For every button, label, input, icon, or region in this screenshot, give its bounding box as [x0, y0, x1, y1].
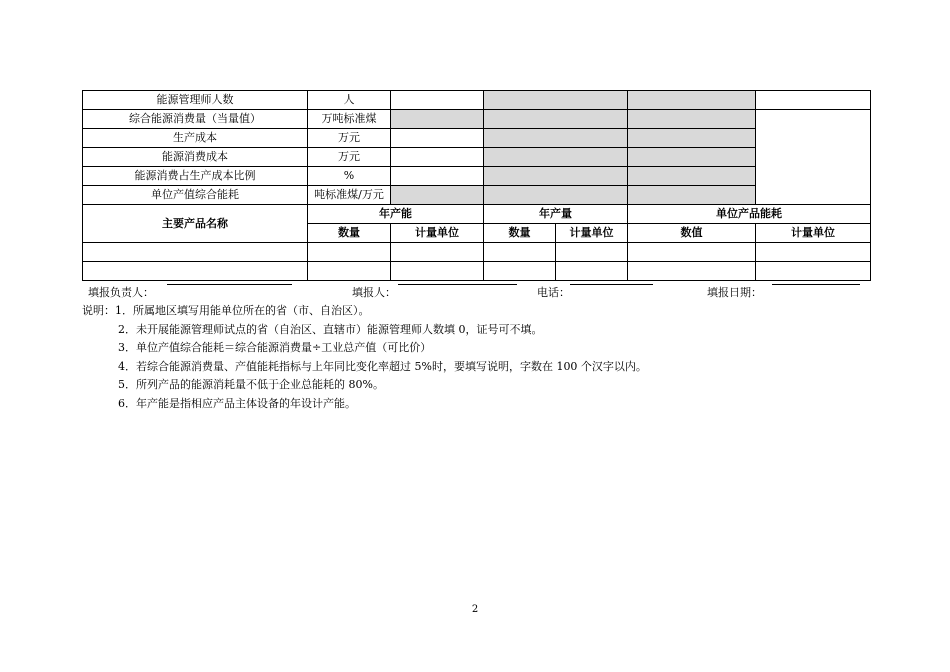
group-header-output: 年产量	[484, 205, 628, 224]
date-field[interactable]	[772, 284, 860, 285]
subheader: 计量单位	[556, 224, 628, 243]
shaded-cell	[484, 91, 628, 110]
row-unit: 人	[308, 91, 391, 110]
value-cell[interactable]	[391, 129, 484, 148]
product-cell[interactable]	[756, 262, 871, 281]
shaded-cell	[628, 110, 756, 129]
value-cell[interactable]	[756, 110, 871, 205]
filler-field[interactable]	[398, 284, 517, 285]
row-label: 能源消费占生产成本比例	[83, 167, 308, 186]
filler-label: 填报人：	[352, 286, 396, 299]
product-row	[83, 262, 871, 281]
product-cell[interactable]	[83, 262, 308, 281]
product-cell[interactable]	[756, 243, 871, 262]
subheader: 数量	[484, 224, 556, 243]
row-unit: %	[308, 167, 391, 186]
table-row	[83, 129, 871, 148]
row-label: 能源管理师人数	[83, 91, 308, 110]
row-label: 能源消费成本	[83, 148, 308, 167]
table-row	[83, 91, 871, 110]
row-label: 生产成本	[83, 129, 308, 148]
product-cell[interactable]	[556, 262, 628, 281]
note-item: 5．所列产品的能源消耗量不低于企业总能耗的 80%。	[118, 378, 384, 392]
responsible-label: 填报负责人：	[88, 286, 154, 299]
row-unit: 吨标准煤/万元	[308, 186, 391, 205]
note-item: 4．若综合能源消费量、产值能耗指标与上年同比变化率超过 5%时，要填写说明，字数在 100 个汉字以内。	[118, 359, 647, 373]
product-cell[interactable]	[391, 262, 484, 281]
date-label: 填报日期：	[707, 286, 762, 299]
energy-data-table	[82, 90, 871, 281]
shaded-cell	[391, 110, 484, 129]
subheader: 计量单位	[756, 224, 871, 243]
product-group-header-row	[83, 205, 871, 224]
product-cell[interactable]	[628, 243, 756, 262]
row-unit: 万元	[308, 148, 391, 167]
product-cell[interactable]	[628, 262, 756, 281]
shaded-cell	[484, 186, 628, 205]
value-cell[interactable]	[756, 91, 871, 110]
product-cell[interactable]	[391, 243, 484, 262]
subheader: 数量	[308, 224, 391, 243]
value-cell[interactable]	[391, 167, 484, 186]
shaded-cell	[484, 110, 628, 129]
row-unit: 万元	[308, 129, 391, 148]
subheader: 计量单位	[391, 224, 484, 243]
shaded-cell	[628, 186, 756, 205]
product-name-header: 主要产品名称	[83, 205, 308, 243]
product-cell[interactable]	[556, 243, 628, 262]
table-row	[83, 186, 871, 205]
shaded-cell	[391, 186, 484, 205]
shaded-cell	[628, 91, 756, 110]
note-item: 3．单位产值综合能耗＝综合能源消费量÷工业总产值（可比价）	[118, 341, 432, 355]
table-row	[83, 110, 871, 129]
note-item: 说明：1．所属地区填写用能单位所在的省（市、自治区）。	[82, 304, 370, 317]
phone-label: 电话：	[537, 286, 570, 299]
value-cell[interactable]	[391, 148, 484, 167]
table-row	[83, 167, 871, 186]
product-row	[83, 243, 871, 262]
signature-line	[82, 284, 872, 300]
notes	[82, 302, 647, 414]
shaded-cell	[628, 129, 756, 148]
value-cell[interactable]	[391, 91, 484, 110]
table-row	[83, 148, 871, 167]
page-number: 2	[471, 604, 479, 615]
shaded-cell	[628, 148, 756, 167]
responsible-field[interactable]	[167, 284, 292, 285]
row-label: 单位产值综合能耗	[83, 186, 308, 205]
group-header-unit-consumption: 单位产品能耗	[628, 205, 871, 224]
phone-field[interactable]	[570, 284, 653, 285]
subheader: 数值	[628, 224, 756, 243]
group-header-capacity: 年产能	[308, 205, 484, 224]
shaded-cell	[484, 129, 628, 148]
product-cell[interactable]	[308, 262, 391, 281]
shaded-cell	[484, 148, 628, 167]
note-item: 2．未开展能源管理师试点的省（自治区、直辖市）能源管理师人数填 0，证号可不填。	[118, 322, 543, 336]
note-item: 6．年产能是指相应产品主体设备的年设计产能。	[118, 396, 356, 410]
row-label: 综合能源消费量（当量值）	[83, 110, 308, 129]
shaded-cell	[484, 167, 628, 186]
product-cell[interactable]	[83, 243, 308, 262]
product-cell[interactable]	[484, 262, 556, 281]
product-cell[interactable]	[484, 243, 556, 262]
shaded-cell	[628, 167, 756, 186]
row-unit: 万吨标准煤	[308, 110, 391, 129]
product-cell[interactable]	[308, 243, 391, 262]
